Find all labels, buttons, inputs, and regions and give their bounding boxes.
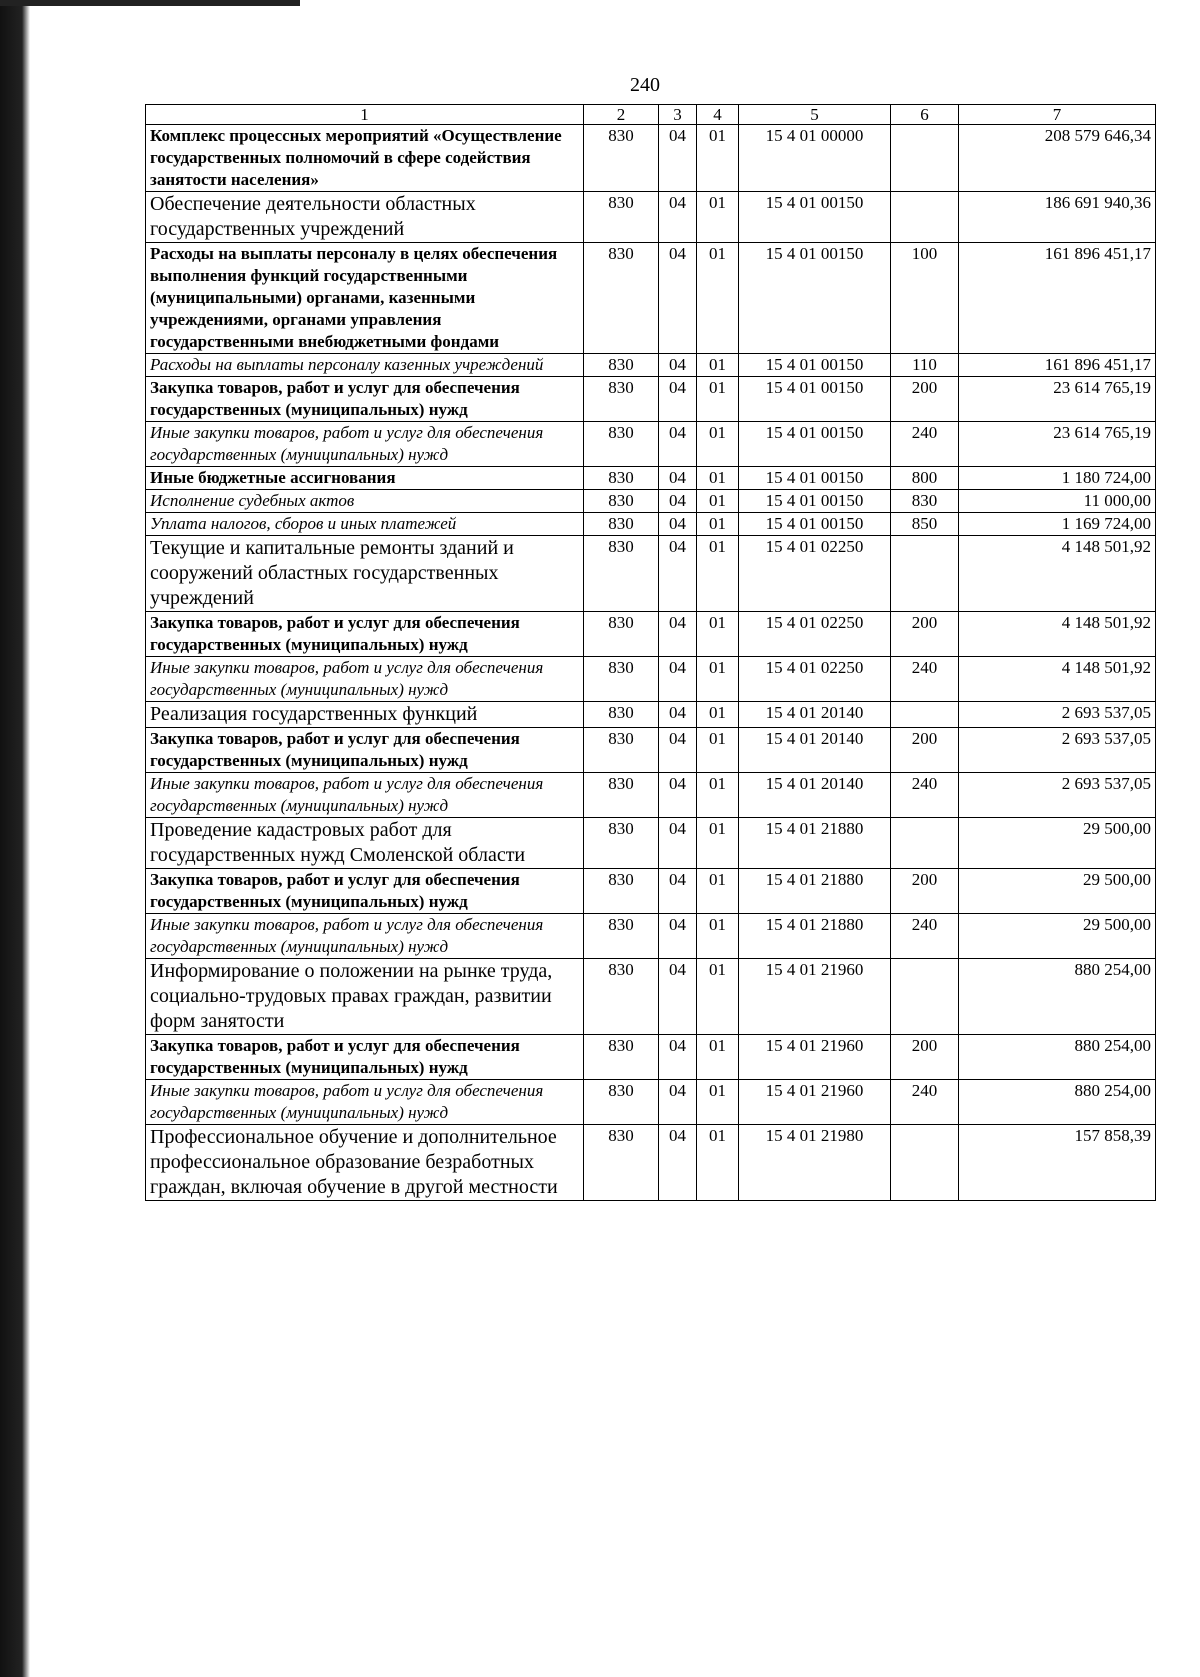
cell-section: 04 <box>659 818 697 869</box>
cell-section: 04 <box>659 657 697 702</box>
table-row <box>146 354 1156 377</box>
cell-expense-type <box>891 1125 959 1201</box>
cell-description: Иные закупки товаров, работ и услуг для обеспечения государственных (муниципальных) нужд <box>146 914 584 959</box>
cell-admin-code: 830 <box>584 914 659 959</box>
cell-expense-type: 200 <box>891 612 959 657</box>
cell-admin-code: 830 <box>584 773 659 818</box>
cell-subsection: 01 <box>697 125 739 192</box>
table-row <box>146 536 1156 612</box>
cell-amount: 880 254,00 <box>959 1035 1156 1080</box>
cell-target-article: 15 4 01 00150 <box>739 354 891 377</box>
table-row <box>146 422 1156 467</box>
cell-description: Иные бюджетные ассигнования <box>146 467 584 490</box>
cell-admin-code: 830 <box>584 728 659 773</box>
cell-section: 04 <box>659 914 697 959</box>
cell-description: Иные закупки товаров, работ и услуг для обеспечения государственных (муниципальных) нужд <box>146 773 584 818</box>
cell-admin-code: 830 <box>584 1035 659 1080</box>
cell-admin-code: 830 <box>584 377 659 422</box>
cell-amount: 2 693 537,05 <box>959 702 1156 728</box>
cell-subsection: 01 <box>697 192 739 243</box>
cell-subsection: 01 <box>697 914 739 959</box>
cell-admin-code: 830 <box>584 1080 659 1125</box>
cell-admin-code: 830 <box>584 354 659 377</box>
cell-admin-code: 830 <box>584 490 659 513</box>
cell-description: Обеспечение деятельности областных государственных учреждений <box>146 192 584 243</box>
cell-expense-type: 200 <box>891 869 959 914</box>
cell-expense-type: 240 <box>891 657 959 702</box>
cell-admin-code: 830 <box>584 243 659 354</box>
cell-subsection: 01 <box>697 1080 739 1125</box>
cell-subsection: 01 <box>697 869 739 914</box>
scan-edge-left <box>0 0 30 1677</box>
cell-description: Закупка товаров, работ и услуг для обеспечения государственных (муниципальных) нужд <box>146 728 584 773</box>
cell-admin-code: 830 <box>584 422 659 467</box>
cell-expense-type: 110 <box>891 354 959 377</box>
cell-expense-type <box>891 959 959 1035</box>
cell-subsection: 01 <box>697 1035 739 1080</box>
cell-expense-type <box>891 125 959 192</box>
cell-target-article: 15 4 01 02250 <box>739 536 891 612</box>
cell-subsection: 01 <box>697 467 739 490</box>
budget-table <box>145 104 1156 1201</box>
header-cell-4: 4 <box>697 105 739 125</box>
cell-amount: 29 500,00 <box>959 869 1156 914</box>
cell-section: 04 <box>659 728 697 773</box>
cell-amount: 4 148 501,92 <box>959 657 1156 702</box>
table-header-row <box>146 105 1156 125</box>
cell-target-article: 15 4 01 02250 <box>739 657 891 702</box>
table-row <box>146 1125 1156 1201</box>
cell-amount: 880 254,00 <box>959 1080 1156 1125</box>
header-cell-3: 3 <box>659 105 697 125</box>
cell-description: Расходы на выплаты персоналу в целях обеспечения выполнения функций государственными (муниципальными) органами, казенными учреждениями, органами управления государственными внебюджетными фондами <box>146 243 584 354</box>
cell-target-article: 15 4 01 00150 <box>739 377 891 422</box>
cell-amount: 208 579 646,34 <box>959 125 1156 192</box>
cell-target-article: 15 4 01 21960 <box>739 1080 891 1125</box>
cell-section: 04 <box>659 1035 697 1080</box>
cell-subsection: 01 <box>697 612 739 657</box>
cell-expense-type: 830 <box>891 490 959 513</box>
cell-section: 04 <box>659 490 697 513</box>
cell-section: 04 <box>659 243 697 354</box>
cell-description: Текущие и капитальные ремонты зданий и сооружений областных государственных учреждений <box>146 536 584 612</box>
cell-target-article: 15 4 01 20140 <box>739 702 891 728</box>
cell-description: Закупка товаров, работ и услуг для обеспечения государственных (муниципальных) нужд <box>146 869 584 914</box>
cell-subsection: 01 <box>697 818 739 869</box>
cell-expense-type <box>891 702 959 728</box>
cell-expense-type <box>891 192 959 243</box>
cell-description: Профессиональное обучение и дополнительное профессиональное образование безработных граждан, включая обучение в другой местности <box>146 1125 584 1201</box>
cell-expense-type: 240 <box>891 773 959 818</box>
cell-target-article: 15 4 01 21880 <box>739 914 891 959</box>
cell-target-article: 15 4 01 00150 <box>739 243 891 354</box>
cell-amount: 4 148 501,92 <box>959 612 1156 657</box>
cell-admin-code: 830 <box>584 467 659 490</box>
cell-amount: 23 614 765,19 <box>959 377 1156 422</box>
cell-target-article: 15 4 01 00150 <box>739 192 891 243</box>
cell-amount: 29 500,00 <box>959 914 1156 959</box>
cell-amount: 1 169 724,00 <box>959 513 1156 536</box>
cell-description: Закупка товаров, работ и услуг для обеспечения государственных (муниципальных) нужд <box>146 612 584 657</box>
cell-target-article: 15 4 01 21960 <box>739 1035 891 1080</box>
cell-description: Иные закупки товаров, работ и услуг для обеспечения государственных (муниципальных) нужд <box>146 1080 584 1125</box>
table-row <box>146 869 1156 914</box>
cell-section: 04 <box>659 1125 697 1201</box>
table-row <box>146 612 1156 657</box>
table-row <box>146 377 1156 422</box>
cell-section: 04 <box>659 1080 697 1125</box>
table-row <box>146 490 1156 513</box>
cell-target-article: 15 4 01 00150 <box>739 422 891 467</box>
cell-description: Информирование о положении на рынке труда, социально-трудовых правах граждан, развитии форм занятости <box>146 959 584 1035</box>
cell-admin-code: 830 <box>584 818 659 869</box>
cell-description: Исполнение судебных актов <box>146 490 584 513</box>
cell-description: Уплата налогов, сборов и иных платежей <box>146 513 584 536</box>
header-cell-6: 6 <box>891 105 959 125</box>
header-cell-2: 2 <box>584 105 659 125</box>
cell-admin-code: 830 <box>584 869 659 914</box>
cell-target-article: 15 4 01 00150 <box>739 513 891 536</box>
cell-target-article: 15 4 01 21880 <box>739 818 891 869</box>
cell-section: 04 <box>659 467 697 490</box>
cell-admin-code: 830 <box>584 513 659 536</box>
cell-expense-type: 200 <box>891 728 959 773</box>
cell-admin-code: 830 <box>584 536 659 612</box>
cell-admin-code: 830 <box>584 657 659 702</box>
cell-target-article: 15 4 01 20140 <box>739 773 891 818</box>
cell-amount: 161 896 451,17 <box>959 354 1156 377</box>
table-row <box>146 702 1156 728</box>
cell-subsection: 01 <box>697 422 739 467</box>
cell-admin-code: 830 <box>584 702 659 728</box>
cell-admin-code: 830 <box>584 192 659 243</box>
cell-amount: 11 000,00 <box>959 490 1156 513</box>
cell-expense-type: 200 <box>891 1035 959 1080</box>
cell-subsection: 01 <box>697 728 739 773</box>
cell-section: 04 <box>659 773 697 818</box>
cell-description: Комплекс процессных мероприятий «Осуществление государственных полномочий в сфере содействия занятости населения» <box>146 125 584 192</box>
cell-expense-type <box>891 818 959 869</box>
header-cell-7: 7 <box>959 105 1156 125</box>
cell-subsection: 01 <box>697 702 739 728</box>
cell-subsection: 01 <box>697 354 739 377</box>
cell-description: Закупка товаров, работ и услуг для обеспечения государственных (муниципальных) нужд <box>146 377 584 422</box>
cell-section: 04 <box>659 959 697 1035</box>
cell-target-article: 15 4 01 02250 <box>739 612 891 657</box>
table-body <box>146 105 1156 1201</box>
table-row <box>146 513 1156 536</box>
cell-amount: 1 180 724,00 <box>959 467 1156 490</box>
cell-expense-type: 240 <box>891 1080 959 1125</box>
cell-section: 04 <box>659 125 697 192</box>
cell-section: 04 <box>659 192 697 243</box>
cell-description: Закупка товаров, работ и услуг для обеспечения государственных (муниципальных) нужд <box>146 1035 584 1080</box>
cell-description: Иные закупки товаров, работ и услуг для обеспечения государственных (муниципальных) нужд <box>146 657 584 702</box>
table-row <box>146 125 1156 192</box>
cell-amount: 880 254,00 <box>959 959 1156 1035</box>
page-number: 240 <box>630 74 660 96</box>
cell-section: 04 <box>659 513 697 536</box>
cell-section: 04 <box>659 612 697 657</box>
cell-description: Реализация государственных функций <box>146 702 584 728</box>
cell-expense-type: 800 <box>891 467 959 490</box>
cell-section: 04 <box>659 354 697 377</box>
cell-subsection: 01 <box>697 773 739 818</box>
cell-target-article: 15 4 01 21980 <box>739 1125 891 1201</box>
cell-target-article: 15 4 01 20140 <box>739 728 891 773</box>
cell-amount: 29 500,00 <box>959 818 1156 869</box>
cell-expense-type: 240 <box>891 422 959 467</box>
cell-target-article: 15 4 01 21880 <box>739 869 891 914</box>
cell-target-article: 15 4 01 00000 <box>739 125 891 192</box>
cell-admin-code: 830 <box>584 1125 659 1201</box>
cell-subsection: 01 <box>697 959 739 1035</box>
header-cell-1: 1 <box>146 105 584 125</box>
cell-subsection: 01 <box>697 536 739 612</box>
cell-description: Расходы на выплаты персоналу казенных учреждений <box>146 354 584 377</box>
cell-section: 04 <box>659 536 697 612</box>
table-row <box>146 243 1156 354</box>
cell-subsection: 01 <box>697 513 739 536</box>
cell-target-article: 15 4 01 00150 <box>739 467 891 490</box>
table-row <box>146 657 1156 702</box>
cell-expense-type: 100 <box>891 243 959 354</box>
table-row <box>146 1080 1156 1125</box>
cell-admin-code: 830 <box>584 612 659 657</box>
cell-expense-type <box>891 536 959 612</box>
cell-amount: 23 614 765,19 <box>959 422 1156 467</box>
cell-amount: 2 693 537,05 <box>959 773 1156 818</box>
cell-subsection: 01 <box>697 657 739 702</box>
cell-section: 04 <box>659 377 697 422</box>
cell-section: 04 <box>659 422 697 467</box>
table-row <box>146 467 1156 490</box>
cell-admin-code: 830 <box>584 125 659 192</box>
table-row <box>146 818 1156 869</box>
table-row <box>146 728 1156 773</box>
cell-subsection: 01 <box>697 490 739 513</box>
cell-target-article: 15 4 01 21960 <box>739 959 891 1035</box>
table-row <box>146 1035 1156 1080</box>
cell-expense-type: 200 <box>891 377 959 422</box>
cell-amount: 2 693 537,05 <box>959 728 1156 773</box>
cell-amount: 186 691 940,36 <box>959 192 1156 243</box>
cell-amount: 4 148 501,92 <box>959 536 1156 612</box>
cell-section: 04 <box>659 869 697 914</box>
cell-amount: 157 858,39 <box>959 1125 1156 1201</box>
table-row <box>146 192 1156 243</box>
cell-subsection: 01 <box>697 377 739 422</box>
cell-subsection: 01 <box>697 243 739 354</box>
cell-amount: 161 896 451,17 <box>959 243 1156 354</box>
cell-section: 04 <box>659 702 697 728</box>
cell-description: Иные закупки товаров, работ и услуг для обеспечения государственных (муниципальных) нужд <box>146 422 584 467</box>
cell-subsection: 01 <box>697 1125 739 1201</box>
table-row <box>146 773 1156 818</box>
cell-expense-type: 850 <box>891 513 959 536</box>
cell-target-article: 15 4 01 00150 <box>739 490 891 513</box>
scan-edge-top <box>0 0 300 6</box>
header-cell-5: 5 <box>739 105 891 125</box>
cell-admin-code: 830 <box>584 959 659 1035</box>
cell-expense-type: 240 <box>891 914 959 959</box>
table-row <box>146 914 1156 959</box>
cell-description: Проведение кадастровых работ для государственных нужд Смоленской области <box>146 818 584 869</box>
table-row <box>146 959 1156 1035</box>
